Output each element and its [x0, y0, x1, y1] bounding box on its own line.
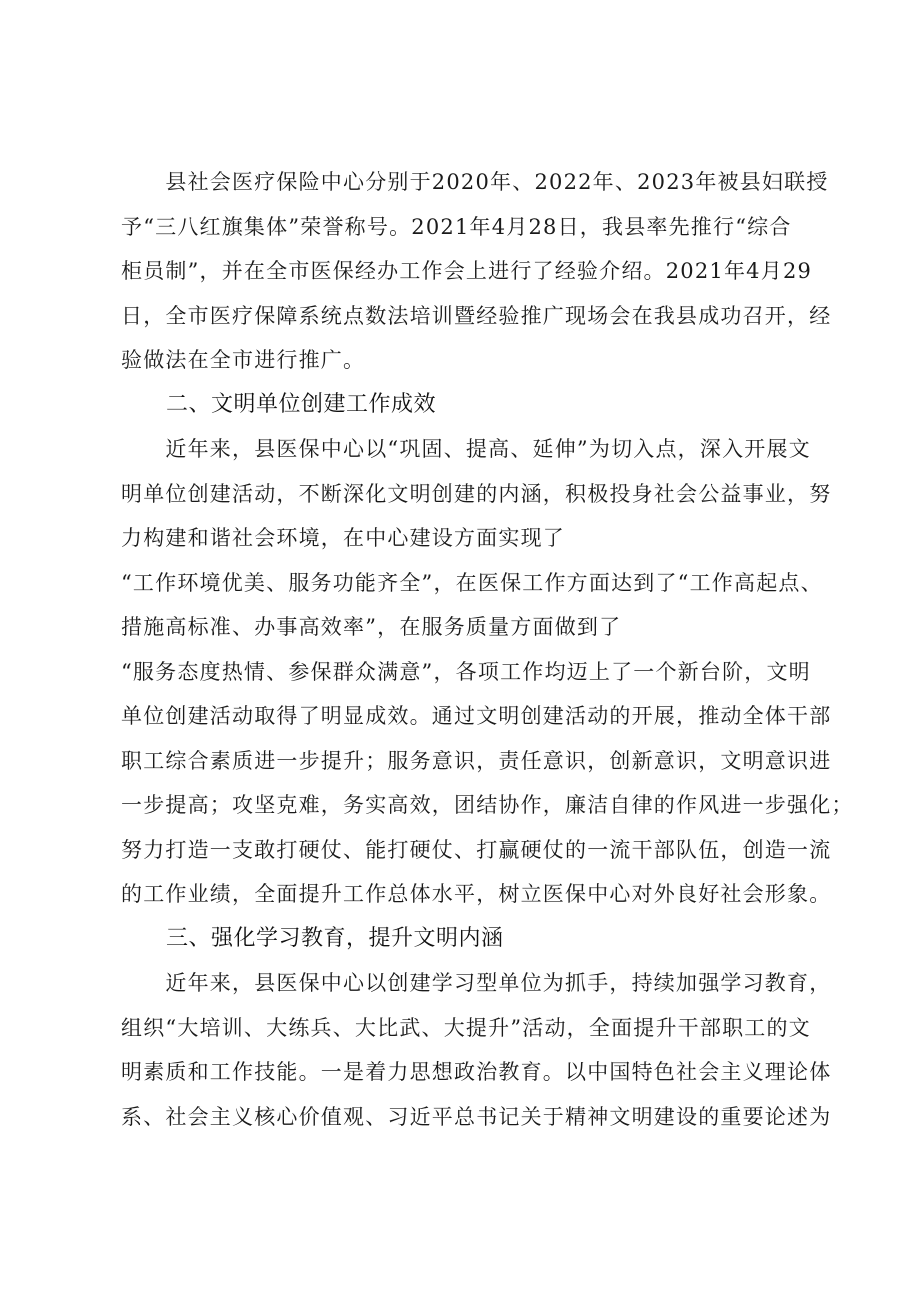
text-line: 组织“大培训、大练兵、大比武、大提升”活动，全面提升干部职工的文: [121, 1016, 811, 1040]
text-line: 的工作业绩，全面提升工作总体水平，树立医保中心对外良好社会形象。: [121, 882, 832, 906]
text-line: 验做法在全市进行推广。: [121, 348, 366, 372]
text-line: 措施高标准、办事高效率”，在服务质量方面做到了: [121, 615, 622, 639]
text-line: 力构建和谐社会环境，在中心建设方面实现了: [121, 526, 565, 550]
text-line: 明单位创建活动，不断深化文明创建的内涵，积极投身社会公益事业，努: [121, 482, 832, 506]
text-line: 努力打造一支敢打硬仗、能打硬仗、打赢硬仗的一流干部队伍，创造一流: [121, 838, 832, 862]
text-line: “工作环境优美、服务功能齐全”，在医保工作方面达到了“工作高起点、: [121, 571, 823, 595]
text-line: 职工综合素质进一步提升；服务意识，责任意识，创新意识，文明意识进: [121, 749, 832, 773]
text-line: 近年来，县医保中心以“巩固、提高、延伸”为切入点，深入开展文: [121, 437, 811, 461]
text-line: “服务态度热情、参保群众满意”，各项工作均迈上了一个新台阶，文明: [121, 660, 811, 684]
text-line: 单位创建活动取得了明显成效。通过文明创建活动的开展，推动全体干部: [121, 704, 832, 728]
text-line: 县社会医疗保险中心分别于2020年、2022年、2023年被县妇联授: [121, 170, 829, 194]
text-line: 予“三八红旗集体”荣誉称号。2021年4月28日，我县率先推行“综合: [121, 215, 792, 239]
text-line: 日，全市医疗保障系统点数法培训暨经验推广现场会在我县成功召开，经: [121, 304, 832, 328]
section-heading: 二、文明单位创建工作成效: [121, 392, 437, 417]
text-line: 系、社会主义核心价值观、习近平总书记关于精神文明建设的重要论述为: [121, 1105, 832, 1129]
text-line: 一步提高；攻坚克难，务实高效，团结协作，廉洁自律的作风进一步强化；: [121, 793, 854, 817]
text-line: 柜员制”，并在全市医保经办工作会上进行了经验介绍。2021年4月29: [121, 259, 813, 283]
text-line: 近年来，县医保中心以创建学习型单位为抓手，持续加强学习教育，: [121, 971, 832, 995]
text-line: 明素质和工作技能。一是着力思想政治教育。以中国特色社会主义理论体: [121, 1060, 832, 1084]
section-heading: 三、强化学习教育，提升文明内涵: [121, 926, 504, 951]
